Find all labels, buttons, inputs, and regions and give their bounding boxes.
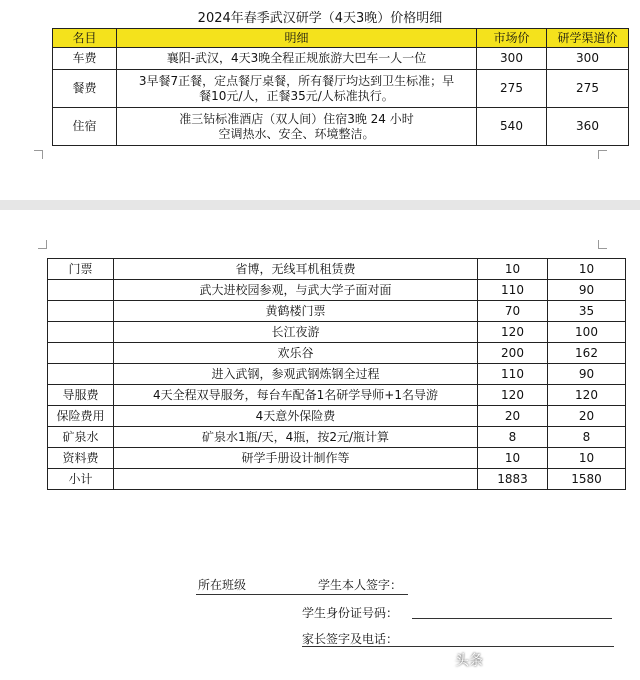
row-market: 20 bbox=[478, 406, 548, 427]
table-row-subtotal bbox=[48, 469, 626, 490]
document-page-2 bbox=[0, 210, 640, 680]
table-row bbox=[53, 108, 629, 146]
id-number-line bbox=[412, 618, 612, 619]
table-row bbox=[48, 301, 626, 322]
table-row bbox=[53, 70, 629, 108]
row-detail: 长江夜游 bbox=[114, 322, 478, 343]
row-market: 110 bbox=[478, 364, 548, 385]
row-detail: 欢乐谷 bbox=[114, 343, 478, 364]
row-market: 275 bbox=[477, 70, 547, 108]
watermark: 头条 bbox=[455, 653, 483, 669]
table-row bbox=[48, 427, 626, 448]
row-name: 保险费用 bbox=[48, 406, 114, 427]
row-name: 餐费 bbox=[53, 70, 117, 108]
row-detail: 省博，无线耳机租赁费 bbox=[114, 259, 478, 280]
margin-mark bbox=[598, 240, 607, 249]
row-channel: 90 bbox=[548, 280, 626, 301]
row-channel: 8 bbox=[548, 427, 626, 448]
row-detail: 3早餐7正餐，定点餐厅桌餐，所有餐厅均达到卫生标准；早餐10元/人，正餐35元/人标准执行。 bbox=[117, 70, 477, 108]
row-market: 120 bbox=[478, 322, 548, 343]
table-row bbox=[48, 448, 626, 469]
id-number-label: 学生身份证号码： bbox=[302, 606, 399, 620]
price-table-top bbox=[52, 28, 629, 146]
row-channel: 275 bbox=[547, 70, 629, 108]
row-detail: 准三钻标准酒店（双人间）住宿3晚 24 小时空调热水、安全、环境整洁。 bbox=[117, 108, 477, 146]
row-market: 540 bbox=[477, 108, 547, 146]
header-detail: 明细 bbox=[117, 29, 477, 48]
row-name: 矿泉水 bbox=[48, 427, 114, 448]
parent-sign-label: 家长签字及电话： bbox=[302, 632, 399, 646]
row-market: 1883 bbox=[478, 469, 548, 490]
row-market: 200 bbox=[478, 343, 548, 364]
row-channel: 1580 bbox=[548, 469, 626, 490]
row-name bbox=[48, 343, 114, 364]
row-name bbox=[48, 364, 114, 385]
table-row bbox=[48, 364, 626, 385]
parent-sign-line bbox=[302, 646, 614, 647]
signature-line bbox=[196, 594, 408, 595]
table-row bbox=[48, 259, 626, 280]
margin-mark bbox=[34, 150, 43, 159]
row-channel: 35 bbox=[548, 301, 626, 322]
table-row bbox=[48, 322, 626, 343]
document-page-1 bbox=[0, 0, 640, 200]
row-detail: 研学手册设计制作等 bbox=[114, 448, 478, 469]
row-detail: 襄阳-武汉，4天3晚全程正规旅游大巴车一人一位 bbox=[117, 48, 477, 70]
row-name bbox=[48, 322, 114, 343]
row-channel: 20 bbox=[548, 406, 626, 427]
row-name bbox=[48, 301, 114, 322]
row-channel: 100 bbox=[548, 322, 626, 343]
table-row bbox=[48, 385, 626, 406]
row-market: 70 bbox=[478, 301, 548, 322]
margin-mark bbox=[598, 150, 607, 159]
table-header-row bbox=[53, 29, 629, 48]
header-market-price: 市场价 bbox=[477, 29, 547, 48]
document-title: 2024年春季武汉研学（4天3晚）价格明细 bbox=[197, 11, 443, 26]
row-detail: 4天全程双导服务，每台车配备1名研学导师+1名导游 bbox=[114, 385, 478, 406]
row-detail: 进入武钢，参观武钢炼钢全过程 bbox=[114, 364, 478, 385]
row-channel: 90 bbox=[548, 364, 626, 385]
row-channel: 10 bbox=[548, 448, 626, 469]
row-channel: 10 bbox=[548, 259, 626, 280]
row-market: 110 bbox=[478, 280, 548, 301]
row-detail: 4天意外保险费 bbox=[114, 406, 478, 427]
table-row bbox=[53, 48, 629, 70]
margin-mark bbox=[38, 240, 47, 249]
row-detail: 矿泉水1瓶/天，4瓶，按2元/瓶计算 bbox=[114, 427, 478, 448]
row-market: 300 bbox=[477, 48, 547, 70]
row-market: 120 bbox=[478, 385, 548, 406]
row-name: 车费 bbox=[53, 48, 117, 70]
row-channel: 360 bbox=[547, 108, 629, 146]
page-gap bbox=[0, 200, 640, 210]
row-market: 10 bbox=[478, 259, 548, 280]
row-channel: 300 bbox=[547, 48, 629, 70]
row-name: 小计 bbox=[48, 469, 114, 490]
class-label: 所在班级 bbox=[198, 578, 247, 592]
row-channel: 162 bbox=[548, 343, 626, 364]
row-market: 8 bbox=[478, 427, 548, 448]
row-name bbox=[48, 280, 114, 301]
row-name: 资料费 bbox=[48, 448, 114, 469]
header-channel-price: 研学渠道价 bbox=[547, 29, 629, 48]
table-row bbox=[48, 280, 626, 301]
table-row bbox=[48, 343, 626, 364]
row-detail: 武大进校园参观，与武大学子面对面 bbox=[114, 280, 478, 301]
row-market: 10 bbox=[478, 448, 548, 469]
price-table-bottom bbox=[47, 258, 626, 490]
header-name: 名目 bbox=[53, 29, 117, 48]
row-name: 门票 bbox=[48, 259, 114, 280]
row-channel: 120 bbox=[548, 385, 626, 406]
row-detail bbox=[114, 469, 478, 490]
student-sign-label: 学生本人签字： bbox=[318, 578, 403, 592]
row-name: 导服费 bbox=[48, 385, 114, 406]
table-row bbox=[48, 406, 626, 427]
row-detail: 黄鹤楼门票 bbox=[114, 301, 478, 322]
row-name: 住宿 bbox=[53, 108, 117, 146]
